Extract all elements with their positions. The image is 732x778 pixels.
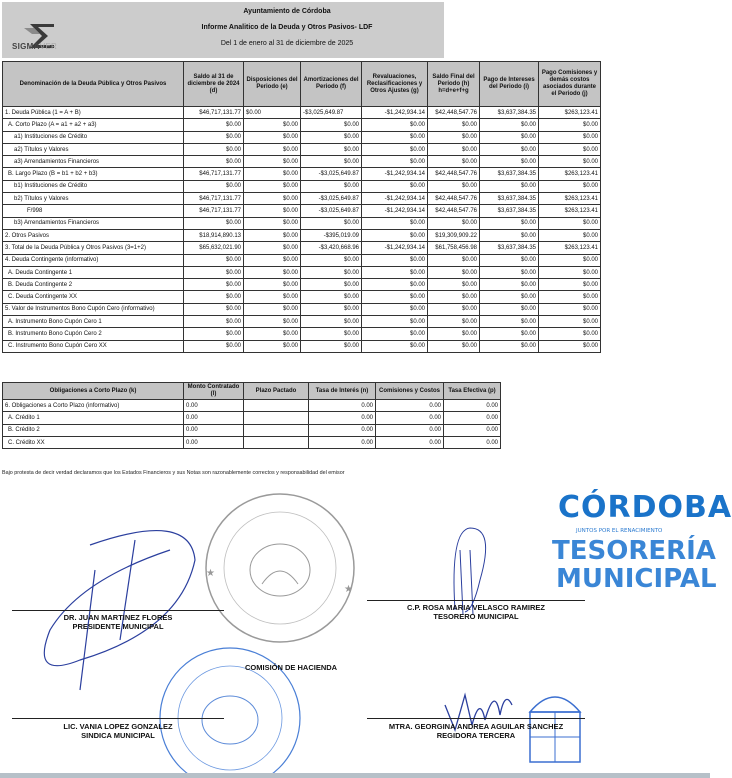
- col-header-amortizaciones: Amortizaciones del Periodo (f): [301, 62, 362, 107]
- col-header-obligaciones: Obligaciones a Corto Plazo (k): [3, 383, 184, 400]
- cell-f: -$3,420,668.96: [301, 242, 362, 254]
- comision-hacienda-label: COMISIÓN DE HACIENDA: [245, 663, 338, 672]
- logo-text: [12, 42, 57, 51]
- signer-role: SINDICA MUNICIPAL: [81, 731, 155, 740]
- cell-i: $0.00: [480, 131, 539, 143]
- cell-efectiva: 0.00: [444, 424, 501, 436]
- cell-f: -$3,025,649.87: [301, 168, 362, 180]
- cell-h: $0.00: [428, 119, 480, 131]
- cell-d: $0.00: [184, 180, 244, 192]
- entity-name: Ayuntamiento de Córdoba: [243, 8, 331, 15]
- debt-table-row: [3, 229, 601, 241]
- debt-table-row: [3, 107, 601, 119]
- cell-h: $42,448,547.76: [428, 205, 480, 217]
- col-header-revaluaciones: Revaluaciones, Reclasificaciones y Otros Ajustes (g): [362, 62, 428, 107]
- row-label: C. Instrumento Bono Cupón Cero XX: [3, 340, 184, 352]
- row-label: 4. Deuda Contingente (informativo): [3, 254, 184, 266]
- cell-g: $0.00: [362, 340, 428, 352]
- signer-name: MTRA. GEORGINA ANDREA AGUILAR SANCHEZ: [388, 722, 564, 731]
- cell-f: $0.00: [301, 119, 362, 131]
- cell-h: $0.00: [428, 266, 480, 278]
- cell-monto: 0.00: [184, 400, 244, 412]
- row-label: 6. Obligaciones a Corto Plazo (informativo): [3, 400, 184, 412]
- cell-h: $0.00: [428, 279, 480, 291]
- cell-h: $42,448,547.76: [428, 168, 480, 180]
- cell-g: $0.00: [362, 131, 428, 143]
- svg-text:★: ★: [206, 568, 215, 579]
- cell-j: $0.00: [539, 143, 601, 155]
- row-label: b2) Títulos y Valores: [3, 193, 184, 205]
- cell-j: $0.00: [539, 328, 601, 340]
- cell-tasa: 0.00: [309, 424, 376, 436]
- cell-e: $0.00: [244, 316, 301, 328]
- cell-e: $0.00: [244, 266, 301, 278]
- cell-g: $0.00: [362, 328, 428, 340]
- debt-table-row: [3, 131, 601, 143]
- cell-g: -$1,242,934.14: [362, 242, 428, 254]
- obligations-table-row: [3, 436, 501, 448]
- cell-efectiva: 0.00: [444, 400, 501, 412]
- page-bottom-edge: [0, 773, 710, 778]
- row-label: C. Deuda Contingente XX: [3, 291, 184, 303]
- debt-table-row: [3, 254, 601, 266]
- cell-e: $0.00: [244, 107, 301, 119]
- col-header-saldo-final: Saldo Final del Periodo (h) h=d+e+f+g: [428, 62, 480, 107]
- cell-d: $0.00: [184, 143, 244, 155]
- signer-regidora: [367, 722, 585, 740]
- cell-f: $0.00: [301, 340, 362, 352]
- debt-table-row: [3, 156, 601, 168]
- signer-role: TESORERO MUNICIPAL: [433, 612, 519, 621]
- debt-table-row: [3, 279, 601, 291]
- cell-e: $0.00: [244, 131, 301, 143]
- cell-g: $0.00: [362, 217, 428, 229]
- cell-j: $0.00: [539, 340, 601, 352]
- cell-i: $0.00: [480, 180, 539, 192]
- cell-g: $0.00: [362, 119, 428, 131]
- row-label: F/998: [3, 205, 184, 217]
- cell-i: $0.00: [480, 328, 539, 340]
- row-label: a3) Arrendamientos Financieros: [3, 156, 184, 168]
- cell-j: $0.00: [539, 229, 601, 241]
- row-label: A. Crédito 1: [3, 412, 184, 424]
- cell-f: $0.00: [301, 279, 362, 291]
- cell-i: $0.00: [480, 291, 539, 303]
- debt-table-row: [3, 119, 601, 131]
- debt-table-row: [3, 168, 601, 180]
- cell-e: $0.00: [244, 303, 301, 315]
- cell-d: $65,632,021.90: [184, 242, 244, 254]
- cell-i: $3,637,384.35: [480, 168, 539, 180]
- cell-d: $46,717,131.77: [184, 107, 244, 119]
- cell-e: $0.00: [244, 291, 301, 303]
- cell-e: $0.00: [244, 217, 301, 229]
- cell-h: $0.00: [428, 328, 480, 340]
- cell-f: $0.00: [301, 303, 362, 315]
- cell-d: $0.00: [184, 266, 244, 278]
- cell-e: $0.00: [244, 242, 301, 254]
- cell-i: $3,637,384.35: [480, 107, 539, 119]
- cell-i: $0.00: [480, 266, 539, 278]
- cell-i: $0.00: [480, 119, 539, 131]
- col-header-denominacion: Denominación de la Deuda Pública y Otros Pasivos: [3, 62, 184, 107]
- signer-role: REGIDORA TERCERA: [436, 731, 516, 740]
- signer-role: PRESIDENTE MUNICIPAL: [72, 622, 164, 631]
- cell-e: $0.00: [244, 156, 301, 168]
- debt-table-row: [3, 340, 601, 352]
- cell-i: $0.00: [480, 254, 539, 266]
- cell-h: $0.00: [428, 143, 480, 155]
- cell-g: -$1,242,934.14: [362, 193, 428, 205]
- cell-d: $0.00: [184, 156, 244, 168]
- col-header-pago-comisiones: Pago Comisiones y demás costos asociados durante el Periodo (j): [539, 62, 601, 107]
- debt-table-row: [3, 193, 601, 205]
- cell-e: $0.00: [244, 254, 301, 266]
- cell-f: $0.00: [301, 328, 362, 340]
- cell-j: $0.00: [539, 131, 601, 143]
- signer-tesorero: [367, 603, 585, 621]
- cell-comisiones: 0.00: [376, 424, 444, 436]
- cell-h: $0.00: [428, 291, 480, 303]
- row-label: 2. Otros Pasivos: [3, 229, 184, 241]
- cell-i: $3,637,384.35: [480, 205, 539, 217]
- cell-e: $0.00: [244, 193, 301, 205]
- cell-plazo: [244, 412, 309, 424]
- debt-table-row: [3, 205, 601, 217]
- logo-text-faded: VER: [39, 42, 58, 51]
- cell-e: $0.00: [244, 279, 301, 291]
- cell-d: $0.00: [184, 217, 244, 229]
- debt-table-row: [3, 291, 601, 303]
- signature-line-presidente: [12, 610, 224, 611]
- signer-name: C.P. ROSA MARIA VELASCO RAMIREZ: [406, 603, 546, 612]
- obligations-table-row: [3, 412, 501, 424]
- debt-table-row: [3, 143, 601, 155]
- cell-e: $0.00: [244, 328, 301, 340]
- signature-line-regidora: [367, 718, 585, 719]
- cell-f: $0.00: [301, 180, 362, 192]
- cell-e: $0.00: [244, 340, 301, 352]
- signer-sindica: [12, 722, 224, 740]
- cell-j: $0.00: [539, 180, 601, 192]
- cell-j: $263,123.41: [539, 205, 601, 217]
- cell-d: $0.00: [184, 254, 244, 266]
- cell-h: $0.00: [428, 217, 480, 229]
- cell-f: $0.00: [301, 217, 362, 229]
- cell-g: $0.00: [362, 279, 428, 291]
- cell-comisiones: 0.00: [376, 412, 444, 424]
- cell-plazo: [244, 400, 309, 412]
- cell-i: $0.00: [480, 279, 539, 291]
- cell-plazo: [244, 436, 309, 448]
- signature-line-tesorero: [367, 600, 585, 601]
- cell-f: -$3,025,649.87: [301, 205, 362, 217]
- row-label: B. Deuda Contingente 2: [3, 279, 184, 291]
- cell-j: $0.00: [539, 303, 601, 315]
- debt-table-row: [3, 180, 601, 192]
- cell-h: $0.00: [428, 340, 480, 352]
- svg-text:★: ★: [344, 584, 353, 595]
- brand-tesoreria: TESORERÍA: [552, 536, 716, 566]
- debt-table-row: [3, 328, 601, 340]
- row-label: 1. Deuda Pública (1 = A + B): [3, 107, 184, 119]
- cell-f: $0.00: [301, 291, 362, 303]
- cell-j: $0.00: [539, 279, 601, 291]
- tesoreria-brand-stamp: [548, 488, 732, 596]
- cell-j: $263,123.41: [539, 168, 601, 180]
- col-header-saldo-inicial: Saldo al 31 de diciembre de 2024 (d): [184, 62, 244, 107]
- cell-f: $0.00: [301, 156, 362, 168]
- cell-comisiones: 0.00: [376, 400, 444, 412]
- row-label: A. Corto Plazo (A = a1 + a2 + a3): [3, 119, 184, 131]
- debt-table: [2, 61, 601, 353]
- cell-e: $0.00: [244, 229, 301, 241]
- signer-name: DR. JUAN MARTINEZ FLORES: [63, 613, 173, 622]
- cell-monto: 0.00: [184, 436, 244, 448]
- cell-j: $263,123.41: [539, 193, 601, 205]
- cell-h: $0.00: [428, 316, 480, 328]
- logo-text-main: SIGMA: [12, 42, 40, 51]
- col-header-tasa-efectiva: Tasa Efectiva (p): [444, 383, 501, 400]
- signer-presidente: [12, 613, 224, 631]
- cell-d: $0.00: [184, 328, 244, 340]
- cell-h: $0.00: [428, 254, 480, 266]
- col-header-plazo: Plazo Pactado: [244, 383, 309, 400]
- cell-g: $0.00: [362, 254, 428, 266]
- debt-table-row: [3, 242, 601, 254]
- debt-table-body: [3, 107, 601, 353]
- cell-d: $0.00: [184, 340, 244, 352]
- cell-h: $0.00: [428, 131, 480, 143]
- cell-g: -$1,242,934.14: [362, 168, 428, 180]
- cell-f: $0.00: [301, 266, 362, 278]
- short-term-obligations-table: [2, 382, 501, 449]
- cell-i: $0.00: [480, 229, 539, 241]
- report-header: [2, 2, 444, 58]
- signer-name: LIC. VANIA LOPEZ GONZALEZ: [63, 722, 173, 731]
- row-label: B. Crédito 2: [3, 424, 184, 436]
- obligations-table-header: [3, 383, 501, 400]
- cell-efectiva: 0.00: [444, 412, 501, 424]
- cell-f: $0.00: [301, 143, 362, 155]
- cell-e: $0.00: [244, 205, 301, 217]
- cell-j: $0.00: [539, 119, 601, 131]
- cell-j: $263,123.41: [539, 107, 601, 119]
- row-label: A. Deuda Contingente 1: [3, 266, 184, 278]
- row-label: 3. Total de la Deuda Pública y Otros Pasivos (3=1+2): [3, 242, 184, 254]
- cell-d: $46,717,131.77: [184, 193, 244, 205]
- cell-g: $0.00: [362, 303, 428, 315]
- cell-f: -$3,025,649.87: [301, 107, 362, 119]
- cell-j: $0.00: [539, 217, 601, 229]
- cell-h: $0.00: [428, 180, 480, 192]
- cell-g: $0.00: [362, 143, 428, 155]
- obligations-table-row: [3, 400, 501, 412]
- cell-monto: 0.00: [184, 424, 244, 436]
- cell-i: $0.00: [480, 217, 539, 229]
- row-label: B. Largo Plazo (B = b1 + b2 + b3): [3, 168, 184, 180]
- cell-j: $0.00: [539, 254, 601, 266]
- cell-j: $0.00: [539, 266, 601, 278]
- cell-i: $0.00: [480, 303, 539, 315]
- cell-g: $0.00: [362, 180, 428, 192]
- cell-j: $0.00: [539, 291, 601, 303]
- cell-g: $0.00: [362, 229, 428, 241]
- obligations-table-body: [3, 400, 501, 449]
- cell-comisiones: 0.00: [376, 436, 444, 448]
- debt-table-header: [3, 62, 601, 107]
- col-header-comisiones: Comisiones y Costos: [376, 383, 444, 400]
- debt-table-row: [3, 266, 601, 278]
- cell-tasa: 0.00: [309, 436, 376, 448]
- cell-h: $0.00: [428, 303, 480, 315]
- cell-h: $19,309,909.22: [428, 229, 480, 241]
- cell-i: $3,637,384.35: [480, 193, 539, 205]
- row-label: a2) Títulos y Valores: [3, 143, 184, 155]
- row-label: A. Instrumento Bono Cupón Cero 1: [3, 316, 184, 328]
- cell-i: $0.00: [480, 143, 539, 155]
- cell-d: $0.00: [184, 291, 244, 303]
- col-header-monto: Monto Contratado (l): [184, 383, 244, 400]
- cell-f: $0.00: [301, 316, 362, 328]
- cell-i: $0.00: [480, 156, 539, 168]
- cell-h: $61,758,456.98: [428, 242, 480, 254]
- cell-d: $18,914,890.13: [184, 229, 244, 241]
- cell-e: $0.00: [244, 143, 301, 155]
- cell-e: $0.00: [244, 180, 301, 192]
- cell-monto: 0.00: [184, 412, 244, 424]
- cell-j: $0.00: [539, 156, 601, 168]
- cell-d: $46,717,131.77: [184, 168, 244, 180]
- ayuntamiento-seal-icon: [200, 488, 360, 648]
- cell-i: $0.00: [480, 316, 539, 328]
- cell-e: $0.00: [244, 168, 301, 180]
- cell-d: $0.00: [184, 316, 244, 328]
- cell-g: $0.00: [362, 316, 428, 328]
- debt-table-row: [3, 217, 601, 229]
- cell-f: $0.00: [301, 254, 362, 266]
- cell-f: -$395,019.09: [301, 229, 362, 241]
- brand-municipal: MUNICIPAL: [556, 564, 717, 594]
- cell-d: $0.00: [184, 303, 244, 315]
- report-title: Informe Analitico de la Deuda y Otros Pasivos- LDF: [201, 24, 373, 31]
- cell-f: $0.00: [301, 131, 362, 143]
- debt-table-row: [3, 316, 601, 328]
- cell-tasa: 0.00: [309, 412, 376, 424]
- cell-j: $263,123.41: [539, 242, 601, 254]
- row-label: b3) Arrendamientos Financieros: [3, 217, 184, 229]
- obligations-table-row: [3, 424, 501, 436]
- col-header-tasa-interes: Tasa de Interés (n): [309, 383, 376, 400]
- col-header-disposiciones: Disposiciones del Periodo (e): [244, 62, 301, 107]
- row-label: b1) Instituciones de Crédito: [3, 180, 184, 192]
- cell-d: $0.00: [184, 119, 244, 131]
- brand-slogan: JUNTOS POR EL RENACIMIENTO: [576, 528, 663, 534]
- cell-i: $3,637,384.35: [480, 242, 539, 254]
- cell-g: $0.00: [362, 156, 428, 168]
- cell-d: $0.00: [184, 279, 244, 291]
- cell-g: -$1,242,934.14: [362, 107, 428, 119]
- signature-presidente-icon: [20, 520, 220, 690]
- declaration-text: Bajo protesta de decir verdad declaramos que los Estados Financieros y sus Notas son razonablemente correctos y responsabilidad del emisor: [2, 470, 345, 476]
- debt-table-row: [3, 303, 601, 315]
- cell-d: $0.00: [184, 131, 244, 143]
- cell-f: -$3,025,649.87: [301, 193, 362, 205]
- cell-g: $0.00: [362, 291, 428, 303]
- brand-cordoba: CÓRDOBA: [558, 490, 732, 525]
- cell-efectiva: 0.00: [444, 436, 501, 448]
- row-label: a1) Instituciones de Crédito: [3, 131, 184, 143]
- signature-line-sindica: [12, 718, 224, 719]
- cell-g: -$1,242,934.14: [362, 205, 428, 217]
- row-label: C. Crédito XX: [3, 436, 184, 448]
- cell-d: $46,717,131.77: [184, 205, 244, 217]
- cell-tasa: 0.00: [309, 400, 376, 412]
- cell-h: $42,448,547.76: [428, 193, 480, 205]
- cell-j: $0.00: [539, 316, 601, 328]
- cell-i: $0.00: [480, 340, 539, 352]
- cell-plazo: [244, 424, 309, 436]
- row-label: 5. Valor de Instrumentos Bono Cupón Cero (informativo): [3, 303, 184, 315]
- cell-h: $42,448,547.76: [428, 107, 480, 119]
- cell-e: $0.00: [244, 119, 301, 131]
- col-header-pago-intereses: Pago de Intereses del Periodo (i): [480, 62, 539, 107]
- cell-h: $0.00: [428, 156, 480, 168]
- report-period: Del 1 de enero al 31 de diciembre de 2025: [220, 40, 354, 47]
- cell-g: $0.00: [362, 266, 428, 278]
- row-label: B. Instrumento Bono Cupón Cero 2: [3, 328, 184, 340]
